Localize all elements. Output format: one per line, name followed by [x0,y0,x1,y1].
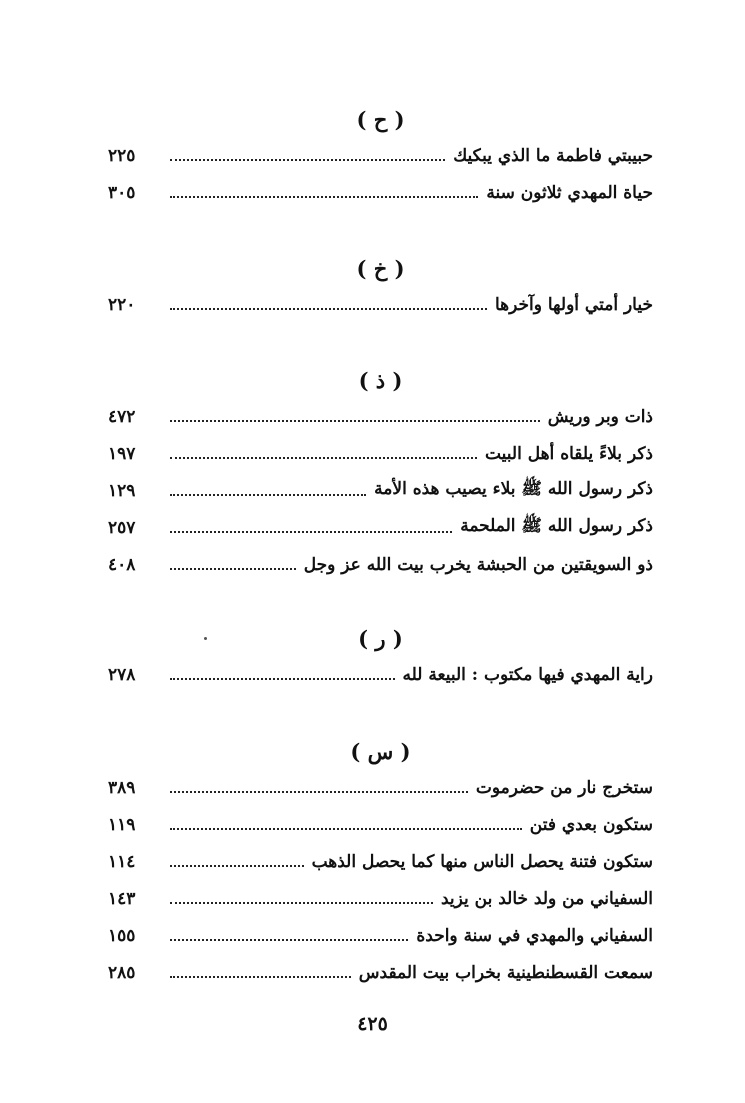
entry-page-number: ١١٤ [108,851,136,872]
entry-page-number: ٤٧٢ [108,406,136,427]
dot-leader [170,791,468,793]
entry-page-number: ١٢٩ [108,480,136,501]
entry-title: ستكون فتنة يحصل الناس منها كما يحصل الذهب [311,851,653,872]
entry-title: السفياني والمهدي في سنة واحدة [416,925,653,946]
page-number-footer: ٤٢٥ [357,1013,388,1035]
entry-title: السفياني من ولد خالد بن يزيد [440,888,653,909]
dot-leader [170,902,433,904]
index-entry [108,174,653,211]
dot-leader [170,568,296,570]
entry-page-number: ١١٩ [108,814,136,835]
entry-page-number: ٢٨٥ [108,962,136,983]
index-entry [108,398,653,435]
dot-leader [170,828,522,830]
index-entry [108,917,653,954]
entry-title: حبيبتي فاطمة ما الذي يبكيك [453,145,653,166]
section-header: ( ح ) [356,107,405,132]
dot-leader [170,196,478,198]
index-entry [108,880,653,917]
entry-title: ذات وبر وريش [547,406,653,427]
index-entry [108,137,653,174]
entry-page-number: ٢٢٥ [108,145,136,166]
section-header: ( ذ ) [358,368,403,393]
dot-leader [170,939,408,941]
index-entry [108,472,653,509]
entry-page-number: ١٩٧ [108,443,136,464]
section-seen [108,735,653,991]
entry-page-number: ١٥٥ [108,925,136,946]
dot-leader [170,308,487,310]
scan-speck [204,637,207,640]
section-haa [108,103,653,211]
dot-leader [170,420,540,422]
entry-page-number: ٢٢٠ [108,294,136,315]
dot-leader [170,159,445,161]
entry-title: حياة المهدي ثلاثون سنة [486,182,653,203]
entry-title: ذكر رسول الله ﷺ بلاء يصيب هذه الأمة [374,479,653,499]
entry-title: خيار أمتي أولها وآخرها [494,294,653,315]
index-entry [108,806,653,843]
entry-title: ستكون بعدي فتن [529,814,653,835]
entry-page-number: ٣٨٩ [108,777,136,798]
section-raa [108,622,653,693]
section-header: ( س ) [350,739,411,764]
index-entry [108,769,653,806]
dot-leader [170,531,452,533]
entry-title: ذكر رسول الله ﷺ الملحمة [460,516,653,536]
index-entry [108,286,653,323]
entry-title: ستخرج نار من حضرموت [475,777,653,798]
index-entry [108,546,653,583]
entry-page-number: ٢٧٨ [108,664,136,685]
dot-leader [170,494,366,496]
dot-leader [170,678,395,680]
index-entry [108,509,653,546]
dot-leader [170,457,477,459]
entry-page-number: ٤٠٨ [108,554,136,575]
dot-leader [170,976,351,978]
entry-page-number: ١٤٣ [108,888,136,909]
entry-title: ذو السويقتين من الحبشة يخرب بيت الله عز وجل [303,554,653,575]
entry-title: سمعت القسطنطينية بخراب بيت المقدس [358,962,653,983]
entry-page-number: ٣٠٥ [108,182,136,203]
index-entry [108,954,653,991]
index-entry [108,656,653,693]
dot-leader [170,865,304,867]
section-header: ( ر ) [358,626,403,651]
index-entry [108,843,653,880]
section-header: ( خ ) [356,256,405,281]
section-dhal [108,364,653,583]
section-khaa [108,252,653,323]
entry-title: ذكر بلاءً يلقاه أهل البيت [484,443,653,464]
entry-page-number: ٢٥٧ [108,517,136,538]
index-entry [108,435,653,472]
entry-title: راية المهدي فيها مكتوب : البيعة لله [402,664,653,685]
